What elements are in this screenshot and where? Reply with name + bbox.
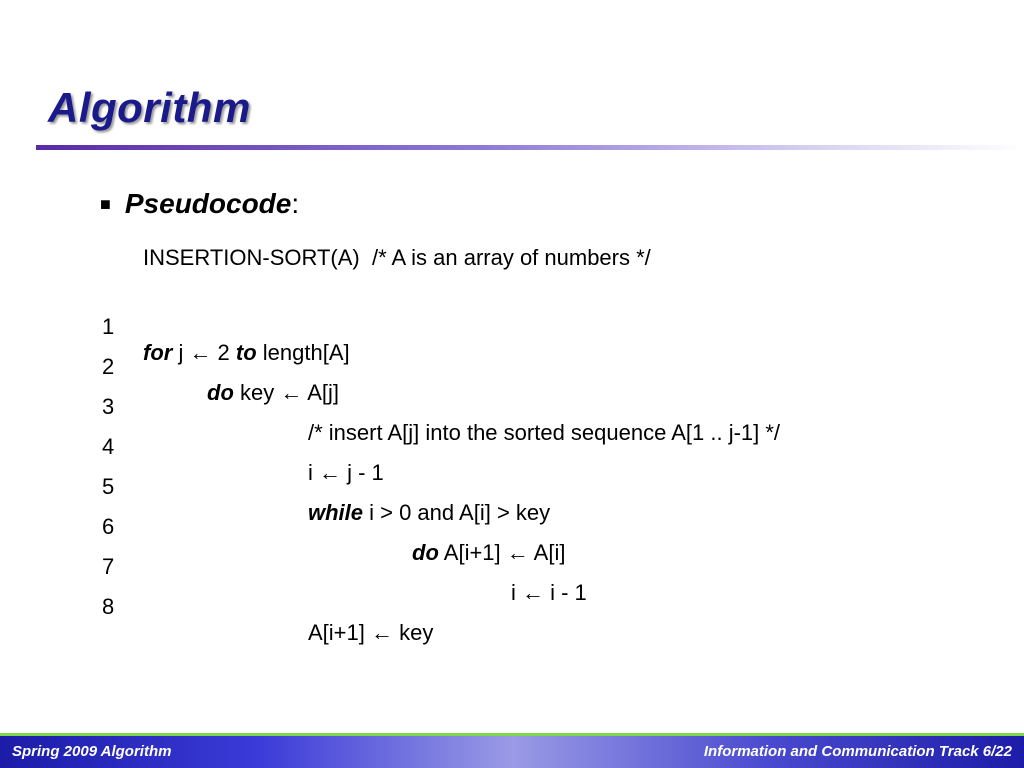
line-number: 7 [102,554,115,579]
keyword: do [412,540,439,565]
line-number: 2 [102,354,115,379]
keyword: do [207,380,234,405]
code-text: j ← 2 [172,340,236,365]
code-text: i > 0 and A[i] > key [363,500,551,525]
code-statement: i ← i - 1 [511,580,587,605]
slide-title: Algorithm [48,84,251,131]
code-text: A[i+1] ← A[i] [438,540,566,565]
code-statement [207,380,339,406]
procedure-header: INSERTION-SORT(A) /* A is an array of numbers */ [143,245,651,270]
code-statement: i ← j - 1 [308,460,384,485]
code-line [0,408,384,485]
code-statement: /* insert A[j] into the sorted sequence A[1 .. j-1] */ [308,420,781,445]
square-bullet-icon: ■ [100,194,111,214]
code-statement [308,500,550,526]
keyword: to [235,340,257,365]
line-number: 5 [102,474,115,499]
footer-course: Spring 2009 Algorithm [12,743,172,760]
code-text: key ← A[j] [233,380,340,405]
keyword: for [143,340,173,365]
line-number: 4 [102,434,115,459]
keyword: while [308,500,364,525]
line-number: 1 [102,314,115,339]
line-number: 6 [102,514,115,539]
bullet-item [100,188,299,220]
code-line [0,288,350,365]
code-text: length[A] [256,340,350,365]
bullet-label: Pseudocode [124,188,292,219]
code-line [0,568,434,645]
title-underline [36,145,1024,150]
code-statement [412,540,565,566]
footer-page-info: Information and Communication Track 6/22 [703,743,1012,760]
code-statement [143,340,350,366]
code-statement: A[i+1] ← key [308,620,434,645]
line-number: 3 [102,394,115,419]
line-number: 8 [102,594,115,619]
bullet-suffix: : [291,188,300,219]
